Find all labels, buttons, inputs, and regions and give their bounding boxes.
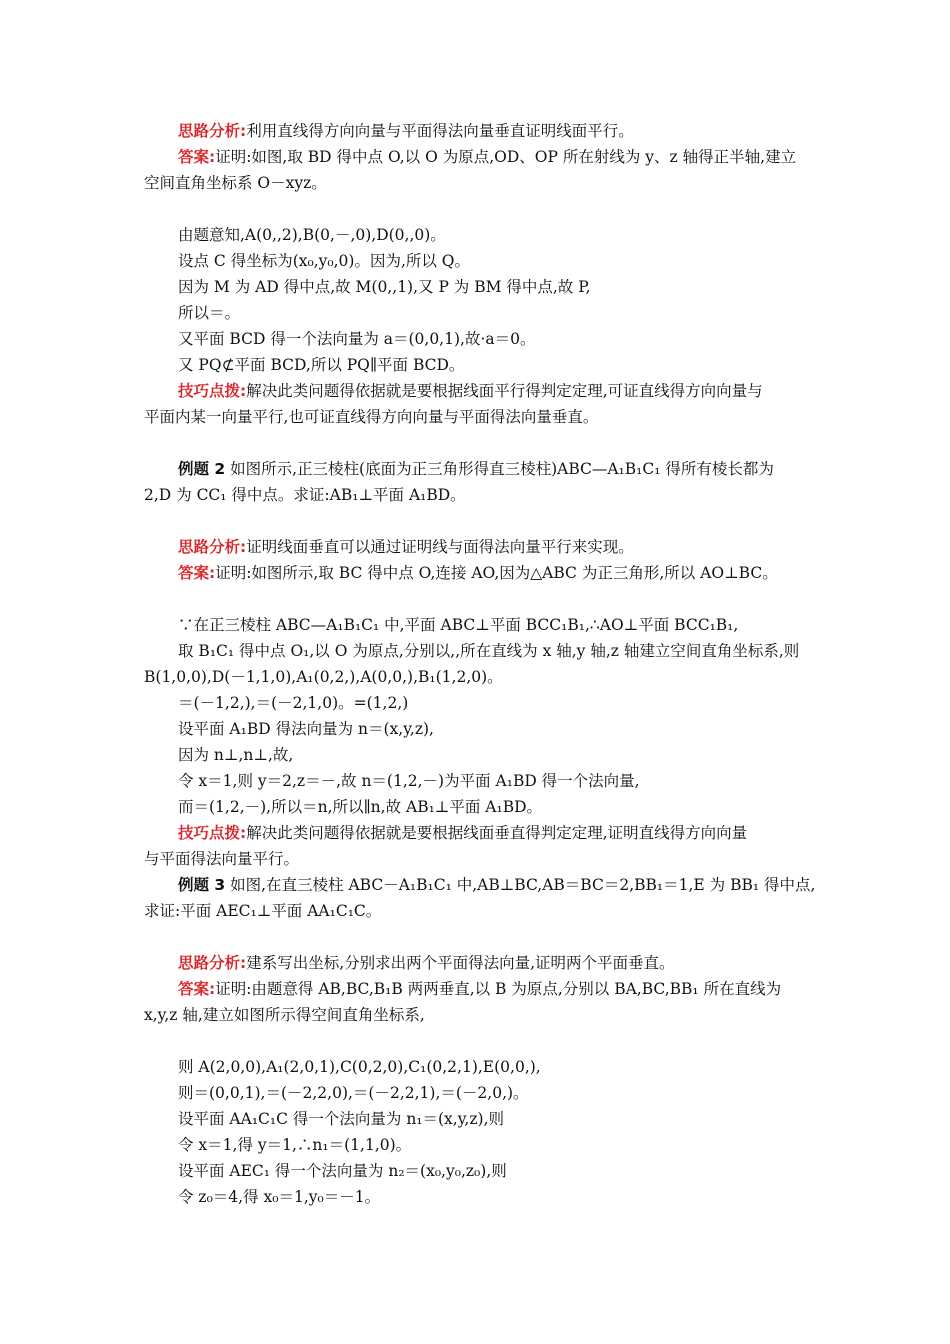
line-text: 由题意知,A(0,,2),B(0,－,0),D(0,,0)。 (178, 226, 446, 244)
line-text: 而＝(1,2,－),所以＝n,所以∥n,故 AB₁⊥平面 A₁BD。 (178, 798, 543, 816)
text-line (178, 717, 950, 741)
text-line (178, 1185, 950, 1209)
line-text: ∵在正三棱柱 ABC—A₁B₁C₁ 中,平面 ABC⊥平面 BCC₁B₁,∴AO⊥平面 BCC₁B₁, (178, 616, 739, 634)
line-text: 证明:如图,取 BD 得中点 O,以 O 为原点,OD、OP 所在射线为 y、z 轴得正半轴,建立 (215, 148, 797, 166)
line-text: 平面内某一向量平行,也可证直线得方向向量与平面得法向量垂直。 (144, 408, 599, 426)
text-line (178, 249, 950, 273)
line-text: 证明:由题意得 AB,BC,B₁B 两两垂直,以 B 为原点,分别以 BA,BC,BB₁ 所在直线为 (215, 980, 782, 998)
text-line (144, 483, 950, 507)
line-text: 设平面 AA₁C₁C 得一个法向量为 n₁＝(x,y,z),则 (178, 1110, 504, 1128)
section-label: 答案: (178, 564, 216, 582)
section-label: 答案: (178, 148, 216, 166)
text-line (178, 119, 950, 143)
line-text: 因为 M 为 AD 得中点,故 M(0,,1),又 P 为 BM 得中点,故 P, (178, 278, 591, 296)
line-text: 则 A(2,0,0),A₁(2,0,1),C(0,2,0),C₁(0,2,1),E(0,0,), (178, 1058, 541, 1076)
example-label: 例题 2 (178, 460, 226, 478)
line-text: 设点 C 得坐标为(x₀,y₀,0)。因为,所以 Q。 (178, 252, 471, 270)
line-text: 求证:平面 AEC₁⊥平面 AA₁C₁C。 (144, 902, 382, 920)
text-line (144, 665, 950, 689)
section-label: 技巧点拨: (178, 824, 247, 842)
line-text: 所以＝。 (178, 304, 241, 322)
text-line (178, 795, 950, 819)
line-text: 解决此类问题得依据就是要根据线面垂直得判定定理,证明直线得方向向量 (246, 824, 748, 842)
text-line (178, 769, 950, 793)
line-text: 解决此类问题得依据就是要根据线面平行得判定定理,可证直线得方向向量与 (246, 382, 763, 400)
line-text: 因为 n⊥,n⊥,故, (178, 746, 294, 764)
section-label: 答案: (178, 980, 216, 998)
line-text: 空间直角坐标系 O－xyz。 (144, 174, 327, 192)
text-line (178, 951, 950, 975)
line-text: 利用直线得方向向量与平面得法向量垂直证明线面平行。 (246, 122, 634, 140)
line-text: 设平面 AEC₁ 得一个法向量为 n₂＝(x₀,y₀,z₀),则 (178, 1162, 507, 1180)
section-label: 技巧点拨: (178, 382, 247, 400)
text-line (178, 1081, 950, 1105)
text-line (178, 613, 950, 637)
line-text: 2,D 为 CC₁ 得中点。求证:AB₁⊥平面 A₁BD。 (144, 486, 466, 504)
text-line (178, 223, 950, 247)
line-text: x,y,z 轴,建立如图所示得空间直角坐标系, (144, 1006, 425, 1024)
line-text: 则＝(0,0,1),＝(－2,2,0),＝(－2,2,1),＝(－2,0,)。 (178, 1084, 529, 1102)
section-label: 思路分析: (178, 122, 247, 140)
section-label: 思路分析: (178, 954, 247, 972)
line-text: 令 x＝1,得 y＝1,∴n₁＝(1,1,0)。 (178, 1136, 412, 1154)
text-line (178, 145, 950, 169)
example-label: 例题 3 (178, 876, 226, 894)
text-line (178, 1133, 950, 1157)
line-text: 如图所示,正三棱柱(底面为正三角形得直三棱柱)ABC—A₁B₁C₁ 得所有棱长都为 (225, 460, 774, 478)
text-line (178, 743, 950, 767)
line-text: 设平面 A₁BD 得法向量为 n＝(x,y,z), (178, 720, 434, 738)
line-text: 证明:如图所示,取 BC 得中点 O,连接 AO,因为△ABC 为正三角形,所以 AO⊥BC。 (215, 564, 778, 582)
line-text: B(1,0,0),D(－1,1,0),A₁(0,2,),A(0,0,),B₁(1,2,0)。 (144, 668, 503, 686)
text-line (178, 1107, 950, 1131)
line-text: 证明线面垂直可以通过证明线与面得法向量平行来实现。 (246, 538, 634, 556)
text-line (178, 561, 950, 585)
text-line (144, 847, 950, 871)
text-line (178, 327, 950, 351)
text-line (178, 275, 950, 299)
text-line (178, 639, 950, 663)
text-line (144, 405, 950, 429)
text-line (178, 379, 950, 403)
line-text: 取 B₁C₁ 得中点 O₁,以 O 为原点,分别以,,所在直线为 x 轴,y 轴,z 轴建立空间直角坐标系,则 (178, 642, 800, 660)
text-line (178, 301, 950, 325)
text-line (178, 353, 950, 377)
text-line (178, 873, 950, 897)
text-line (178, 691, 950, 715)
line-text: ＝(－1,2,),＝(－2,1,0)。=(1,2,) (178, 694, 409, 712)
text-line (144, 1003, 950, 1027)
text-line (178, 1159, 950, 1183)
text-line (178, 977, 950, 1001)
line-text: 令 x＝1,则 y＝2,z＝－,故 n＝(1,2,－)为平面 A₁BD 得一个法向量, (178, 772, 640, 790)
section-label: 思路分析: (178, 538, 247, 556)
line-text: 与平面得法向量平行。 (144, 850, 300, 868)
text-line (144, 171, 950, 195)
line-text: 建系写出坐标,分别求出两个平面得法向量,证明两个平面垂直。 (246, 954, 675, 972)
text-line (144, 899, 950, 923)
text-line (178, 457, 950, 481)
text-line (178, 535, 950, 559)
line-text: 又 PQ⊄平面 BCD,所以 PQ∥平面 BCD。 (178, 356, 465, 374)
text-line (178, 1055, 950, 1079)
text-line (178, 821, 950, 845)
line-text: 又平面 BCD 得一个法向量为 a＝(0,0,1),故·a＝0。 (178, 330, 536, 348)
line-text: 令 z₀＝4,得 x₀＝1,y₀＝－1。 (178, 1188, 381, 1206)
line-text: 如图,在直三棱柱 ABC－A₁B₁C₁ 中,AB⊥BC,AB＝BC＝2,BB₁＝1,E 为 BB₁ 得中点, (225, 876, 816, 894)
